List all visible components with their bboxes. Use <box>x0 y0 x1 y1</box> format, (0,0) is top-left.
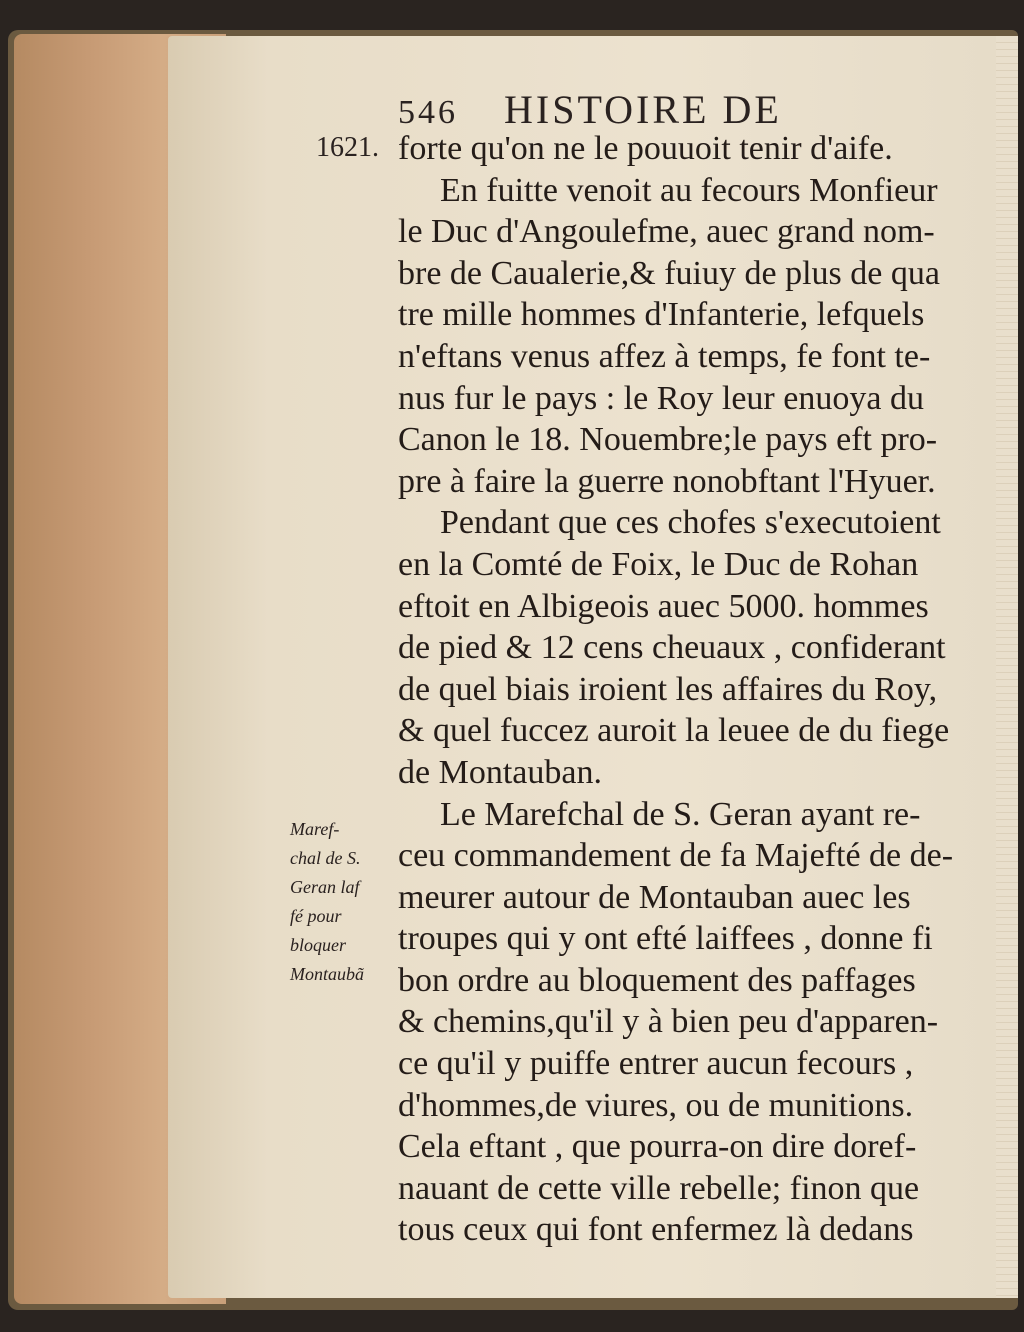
text-line: bre de Caualerie,& fuiuy de plus de qua <box>398 254 940 292</box>
marginal-note-line: Montaubã <box>290 964 364 984</box>
text-line: bon ordre au bloquement des paffages <box>398 961 916 999</box>
year-marginal: 1621. <box>316 132 379 163</box>
text-line: en la Comté de Foix, le Duc de Rohan <box>398 545 919 583</box>
text-line: Le Marefchal de S. Geran ayant re- <box>440 795 921 833</box>
marginal-note-line: Maref- <box>290 819 340 839</box>
marginal-note-line: Geran laf <box>290 877 360 897</box>
text-line: Canon le 18. Nouembre;le pays eft pro- <box>398 421 938 459</box>
text-line: de pied & 12 cens cheuaux , confiderant <box>398 629 946 667</box>
text-line: de quel biais iroient les affaires du Roy, <box>398 670 938 708</box>
body-text <box>398 128 998 1251</box>
marginal-note-line: bloquer <box>290 935 346 955</box>
text-line: troupes qui y ont efté laiffees , donne fi <box>398 920 933 958</box>
text-line: En fuitte venoit au fecours Monfieur <box>440 171 938 209</box>
facing-page-edge <box>996 36 1018 1298</box>
text-line: ce qu'il y puiffe entrer aucun fecours , <box>398 1045 914 1083</box>
text-line: tre mille hommes d'Infanterie, lefquels <box>398 296 925 334</box>
text-line: tous ceux qui font enfermez là dedans <box>398 1211 914 1249</box>
text-line: Pendant que ces chofes s'executoient <box>440 504 941 542</box>
marginal-note <box>290 815 420 989</box>
marginal-note-line: fé pour <box>290 906 342 926</box>
marginal-note-line: chal de S. <box>290 848 361 868</box>
text-line: n'eftans venus affez à temps, fe font te- <box>398 337 931 375</box>
text-line: Cela eftant , que pourra-on dire doref- <box>398 1128 917 1166</box>
text-line: forte qu'on ne le pouuoit tenir d'aife. <box>398 130 893 167</box>
text-line: & chemins,qu'il y à bien peu d'apparen- <box>398 1003 939 1041</box>
text-line: & quel fuccez auroit la leuee de du fiege <box>398 712 950 750</box>
text-line: eftoit en Albigeois auec 5000. hommes <box>398 587 929 625</box>
text-line: nauant de cette ville rebelle; finon que <box>398 1169 920 1207</box>
text-line: ceu commandement de fa Majefté de de- <box>398 837 954 875</box>
text-line: pre à faire la guerre nonobftant l'Hyuer. <box>398 462 936 500</box>
text-line: de Montauban. <box>398 753 602 791</box>
page-number: 546 <box>398 94 458 131</box>
text-line: d'hommes,de viures, ou de munitions. <box>398 1086 914 1124</box>
text-line: meurer autour de Montauban auec les <box>398 878 911 916</box>
text-line: le Duc d'Angoulefme, auec grand nom- <box>398 213 935 251</box>
page-title: HISTOIRE DE <box>504 87 782 132</box>
text-line: nus fur le pays : le Roy leur enuoya du <box>398 379 924 417</box>
